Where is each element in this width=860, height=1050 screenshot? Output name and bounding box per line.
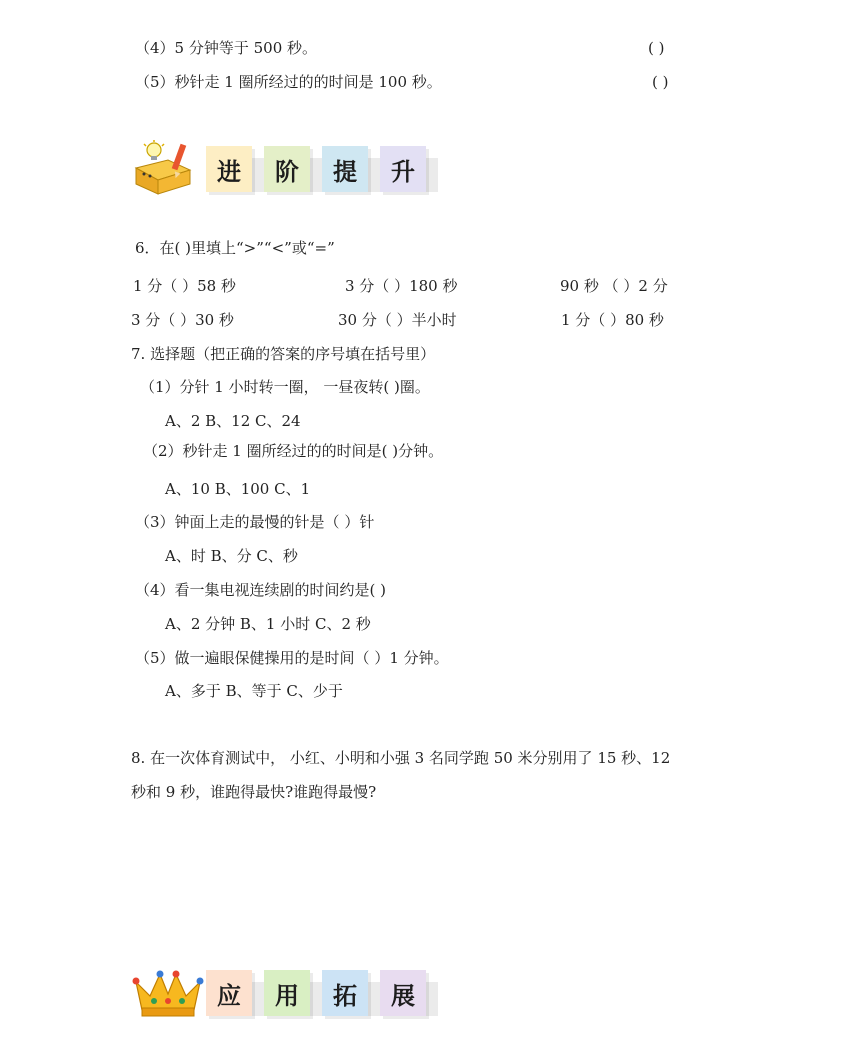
q6-title: 6．在( )里填上“>”“<”或“=” [135, 239, 335, 257]
q6-row1-c: 90 秒 （ ）2 分 [560, 277, 668, 295]
q7-title: 7. 选择题（把正确的答案的序号填在括号里） [131, 345, 436, 363]
banner-char-1: 进 [206, 146, 252, 192]
answer-paren-4[interactable]: ( ) [648, 39, 665, 57]
q8-line-1: 8. 在一次体育测试中， 小红、小明和小强 3 名同学跑 50 米分别用了 15 秒、12 [131, 749, 671, 767]
banner-char-4: 升 [380, 146, 426, 192]
q7-question-2: （2）秒针走 1 圈所经过的的时间是( )分钟。 [143, 442, 444, 460]
q7-question-5: （5）做一遍眼保健操用的是时间（ ）1 分钟。 [135, 649, 449, 667]
q7-options-4: A、2 分钟 B、1 小时 C、2 秒 [165, 615, 371, 633]
banner-char-3: 提 [322, 146, 368, 192]
banner-char-1: 应 [206, 970, 252, 1016]
q6-row2-b: 30 分（ ）半小时 [338, 311, 457, 329]
q7-question-1: （1）分针 1 小时转一圈， 一昼夜转( )圈。 [140, 378, 430, 396]
q7-options-5: A、多于 B、等于 C、少于 [165, 682, 343, 700]
q8-line-2: 秒和 9 秒，谁跑得最快?谁跑得最慢? [131, 783, 377, 801]
banner-char-3: 拓 [322, 970, 368, 1016]
lightbulb-box-pencil-icon [130, 140, 200, 196]
banner-char-2: 用 [264, 970, 310, 1016]
judge-item-4: （4）5 分钟等于 500 秒。 [135, 39, 318, 57]
q7-options-2: A、10 B、100 C、1 [165, 480, 311, 498]
q7-question-4: （4）看一集电视连续剧的时间约是( ) [135, 581, 387, 599]
q6-row1-a: 1 分（ ）58 秒 [133, 277, 236, 295]
q6-row1-b: 3 分（ ）180 秒 [345, 277, 458, 295]
section-banner-advanced [130, 140, 440, 196]
banner-char-2: 阶 [264, 146, 310, 192]
banner-char-4: 展 [380, 970, 426, 1016]
q6-row2-c: 1 分（ ）80 秒 [561, 311, 664, 329]
section-banner-apply [130, 964, 440, 1020]
judge-item-5: （5）秒针走 1 圈所经过的的时间是 100 秒。 [135, 73, 442, 91]
q6-row2-a: 3 分（ ）30 秒 [131, 311, 234, 329]
crown-icon [132, 968, 204, 1018]
q7-options-1: A、2 B、12 C、24 [165, 412, 301, 430]
q7-question-3: （3）钟面上走的最慢的针是（ ）针 [135, 513, 375, 531]
answer-paren-5[interactable]: ( ) [652, 73, 669, 91]
q7-options-3: A、时 B、分 C、秒 [165, 547, 298, 565]
